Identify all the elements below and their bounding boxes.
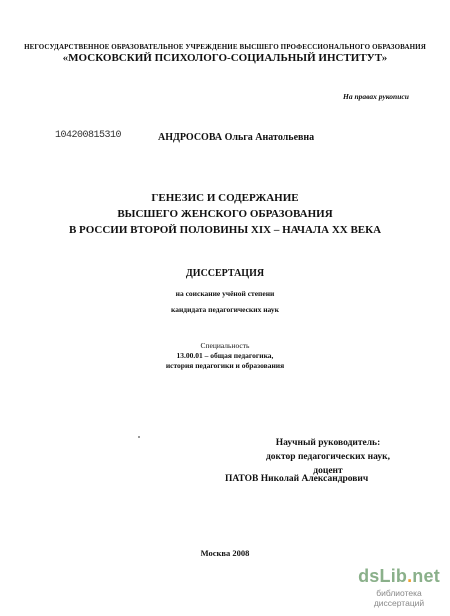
title-line-2: ВЫСШЕГО ЖЕНСКОГО ОБРАЗОВАНИЯ bbox=[117, 208, 333, 220]
degree-line-2: кандидата педагогических наук bbox=[171, 305, 279, 314]
library-stamp-number: 104200815310 bbox=[55, 130, 122, 141]
watermark-logo-part2: net bbox=[412, 566, 440, 586]
specialty-label: Специальность bbox=[200, 341, 250, 350]
supervisor-rank: доцент bbox=[313, 466, 343, 476]
watermark-logo-part1: dsLib bbox=[358, 566, 408, 586]
specialty-code: 13.00.01 – общая педагогика, bbox=[176, 351, 274, 360]
specialty-name: история педагогики и образования bbox=[165, 361, 285, 370]
supervisor-block bbox=[243, 436, 413, 478]
watermark-subtitle: библиотека диссертаций bbox=[373, 588, 425, 608]
author-name: АНДРОСОВА Ольга Анатольевна bbox=[158, 132, 315, 143]
supervisor-label: Научный руководитель: bbox=[275, 438, 381, 448]
work-type: ДИССЕРТАЦИЯ bbox=[185, 268, 265, 279]
watermark-logo bbox=[350, 566, 448, 586]
city-year: Москва 2008 bbox=[200, 548, 250, 558]
watermark bbox=[350, 566, 448, 608]
institution-line-1: НЕГОСУДАРСТВЕННОЕ ОБРАЗОВАТЕЛЬНОЕ УЧРЕЖДЕНИЕ ВЫСШЕГО ПРОФЕССИОНАЛЬНОГО ОБРАЗОВАНИЯ bbox=[24, 43, 426, 51]
rights-note: На правах рукописи bbox=[343, 92, 409, 101]
supervisor-name: ПАТОВ Николай Александрович bbox=[225, 474, 369, 484]
watermark-logo-dot: . bbox=[407, 566, 413, 586]
supervisor-degree: доктор педагогических наук, bbox=[265, 452, 391, 462]
degree-line-1: на соискание учёной степени bbox=[175, 289, 275, 298]
scan-speck bbox=[138, 436, 140, 438]
title-line-3: В РОССИИ ВТОРОЙ ПОЛОВИНЫ XIX – НАЧАЛА XX ВЕКА bbox=[68, 224, 382, 236]
institution-name: «МОСКОВСКИЙ ПСИХОЛОГО-СОЦИАЛЬНЫЙ ИНСТИТУТ» bbox=[62, 52, 388, 64]
title-line-1: ГЕНЕЗИС И СОДЕРЖАНИЕ bbox=[151, 192, 299, 204]
